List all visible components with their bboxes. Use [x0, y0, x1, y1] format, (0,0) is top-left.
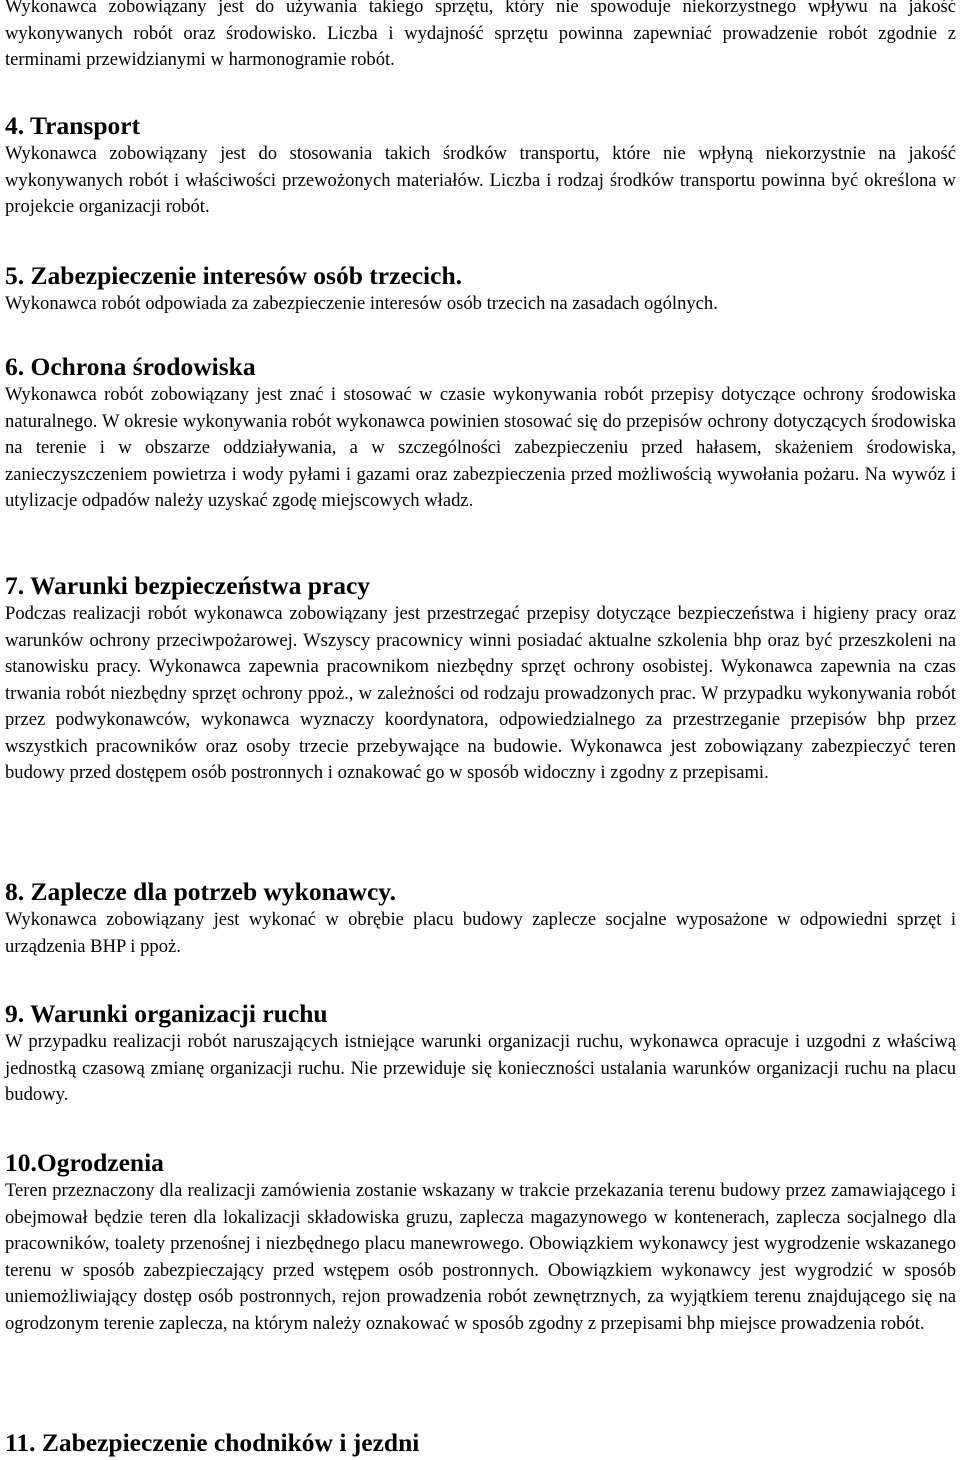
section-fencing [5, 1148, 956, 1337]
section-heading: 8. Zaplecze dla potrzeb wykonawcy. [5, 877, 396, 906]
section-third-party-protection [5, 261, 956, 318]
section-heading: 5. Zabezpieczenie interesów osób trzecich. [5, 261, 462, 290]
section-paragraph: Wykonawca robót zobowiązany jest znać i stosować w czasie wykonywania robót przepisy dotyczące ochrony środowiska naturalnego. W okresie wykonywania robót wykonawca powinien stosować się do przepisów ochrony dotyczących środowiska na terenie i w obszarze oddziaływania, a w szczególności zabezpieczeniu przed hałasem, skażeniem środowiska, zanieczyszczeniem powietrza i wody pyłami i gazami oraz zabezpieczenia przed możliwością wywołania pożaru. Na wywóz i utylizacje odpadów należy uzyskać zgodę miejscowych władz. [5, 384, 956, 511]
section-work-safety [5, 571, 956, 787]
intro-section [5, 0, 956, 74]
section-sidewalk-road-protection [5, 1428, 956, 1458]
section-paragraph: Teren przeznaczony dla realizacji zamówienia zostanie wskazany w trakcie przekazania terenu budowy przez zamawiającego i obejmował będzie teren dla lokalizacji składowiska gruzu, zaplecza magazynowego w kontenerach, zaplecza socjalnego dla pracowników, toalety przenośnej i niezbędnego placu manewrowego. Obowiązkiem wykonawcy jest wygrodzenie wskazanego terenu w sposób zabezpieczający przed wstępem osób postronnych. Obowiązkiem wykonawcy jest wygrodzić w sposób uniemożliwiający dostęp osób postronnych, rejon prowadzenia robót zewnętrznych, za wyjątkiem terenu znajdującego się na ogrodzonym terenie zaplecza, na którym należy oznakować w sposób zgodny z przepisami bhp miejsce prowadzenia robót. [5, 1180, 956, 1334]
section-contractor-facilities [5, 877, 956, 960]
section-heading: 9. Warunki organizacji ruchu [5, 999, 328, 1028]
section-paragraph: Wykonawca zobowiązany jest wykonać w obrębie placu budowy zaplecze socjalne wyposażone w odpowiedni sprzęt i urządzenia BHP i ppoż. [5, 909, 956, 957]
section-traffic-organization [5, 999, 956, 1109]
section-paragraph: W przypadku realizacji robót naruszających istniejące warunki organizacji ruchu, wykonawca opracuje i uzgodni z właściwą jednostką czasową zmianę organizacji ruchu. Nie przewiduje się konieczności ustalania warunków organizacji ruchu na placu budowy. [5, 1031, 956, 1105]
section-paragraph: Wykonawca zobowiązany jest do stosowania takich środków transportu, które nie wpłyną niekorzystnie na jakość wykonywanych robót i właściwości przewożonych materiałów. Liczba i rodzaj środków transportu powinna być określona w projekcie organizacji robót. [5, 143, 956, 217]
section-heading: 11. Zabezpieczenie chodników i jezdni [5, 1428, 420, 1457]
section-transport [5, 111, 956, 221]
section-heading: 7. Warunki bezpieczeństwa pracy [5, 571, 371, 600]
section-paragraph: Podczas realizacji robót wykonawca zobowiązany jest przestrzegać przepisy dotyczące bezpieczeństwa i higieny pracy oraz warunków ochrony przeciwpożarowej. Wszyscy pracownicy winni posiadać aktualne szkolenia bhp oraz być przeszkoleni na stanowisku pracy. Wykonawca zapewnia pracownikom niezbędny sprzęt ochrony osobistej. Wykonawca zapewnia na czas trwania robót niezbędny sprzęt ochrony ppoż., w zależności od rodzaju prowadzonych prac. W przypadku wykonywania robót przez podwykonawców, wykonawca wyznaczy koordynatora, odpowiedzialnego za przestrzeganie przepisów bhp przez wszystkich pracowników oraz osoby trzecie przebywające na budowie. Wykonawca jest zobowiązany zabezpieczyć teren budowy przed dostępem osób postronnych i oznakować go w sposób widoczny i zgodny z przepisami. [5, 603, 956, 783]
section-heading: 4. Transport [5, 111, 141, 140]
intro-paragraph: Wykonawca zobowiązany jest do używania takiego sprzętu, który nie spowoduje niekorzystnego wpływu na jakość wykonywanych robót oraz środowisko. Liczba i wydajność sprzętu powinna zapewniać prowadzenie robót zgodnie z terminami przewidzianymi w harmonogramie robót. [5, 0, 956, 70]
section-environment-protection [5, 352, 956, 515]
section-paragraph: Wykonawca robót odpowiada za zabezpieczenie interesów osób trzecich na zasadach ogólnych. [5, 293, 718, 314]
section-heading: 10.Ogrodzenia [5, 1148, 164, 1177]
section-heading: 6. Ochrona środowiska [5, 352, 256, 381]
